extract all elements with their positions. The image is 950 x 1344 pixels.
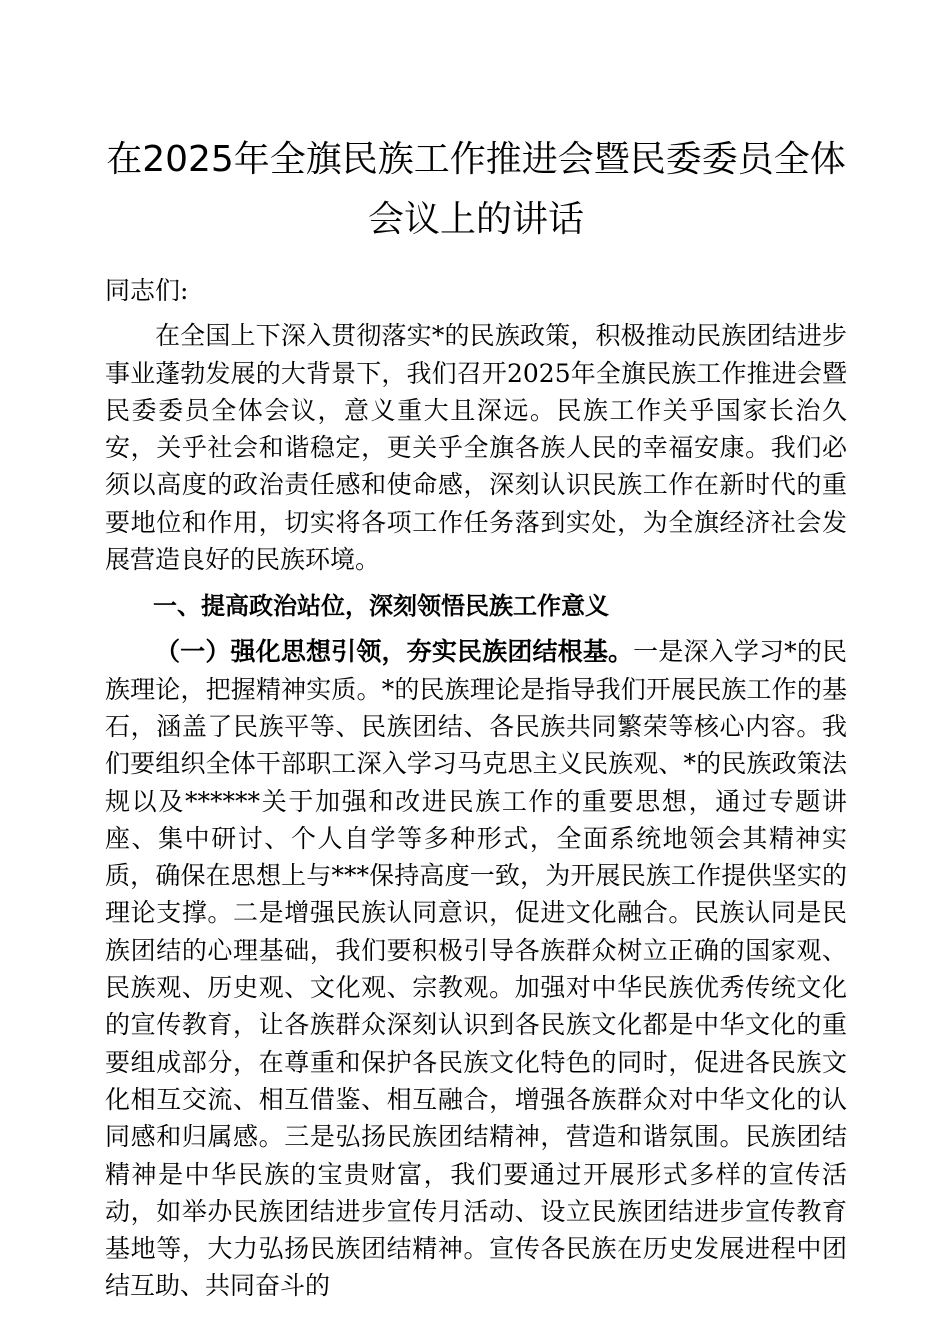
document-title [105, 130, 847, 250]
subsection-text-1: 一是深入学习*的民族理论，把握精神实质。*的民族理论是指导我们开展民族工作的基石，涵盖了民族平等、民族团结、各民族共同繁荣等核心内容。我们要组织全体干部职工深入学习马克思主义民族观、*的民族政策法规以及******关于加强和改进民族工作的重要思想，通过专题讲座、集中研讨、个人自学等多种形式，全面系统地领会其精神实质，确保在思想上与***保持高度一致，为开展民族工作提供坚实的理论支撑。二是增强民族认同意识，促进文化融合。民族认同是民族团结的心理基础，我们要积极引导各族群众树立正确的国家观、民族观、历史观、文化观、宗教观。加强对中华民族优秀传统文化的宣传教育，让各族群众深刻认识到各民族文化都是中华文化的重要组成部分，在尊重和保护各民族文化特色的同时，促进各民族文化相互交流、相互借鉴、相互融合，增强各族群众对中华文化的认同感和归属感。三是弘扬民族团结精神，营造和谐氛围。民族团结精神是中华民族的宝贵财富，我们要通过开展形式多样的宣传活动，如举办民族团结进步宣传月活动、设立民族团结进步宣传教育基地等，大力弘扬民族团结精神。宣传各民族在历史发展进程中团结互助、共同奋斗的 [105, 637, 847, 1301]
title-line-2: 会议上的讲话 [367, 199, 584, 240]
intro-paragraph: 在全国上下深入贯彻落实*的民族政策，积极推动民族团结进步事业蓬勃发展的大背景下，我们召开2025年全旗民族工作推进会暨民委委员全体会议，意义重大且深远。民族工作关乎国家长治久安，关乎社会和谐稳定，更关乎全旗各族人民的幸福安康。我们必须以高度的政治责任感和使命感，深刻认识民族工作在新时代的重要地位和作用，切实将各项工作任务落到实处，为全旗经济社会发展营造良好的民族环境。 [105, 321, 847, 575]
section-heading-1: 一、提高政治站位，深刻领悟民族工作意义 [153, 592, 609, 621]
document-page [105, 130, 847, 1305]
subsection-heading-1: （一）强化思想引领，夯实民族团结根基。 [155, 637, 634, 667]
greeting: 同志们: [105, 276, 189, 305]
title-line-1: 在2025年全旗民族工作推进会暨民委委员全体 [106, 139, 846, 180]
subsection-paragraph-1 [105, 633, 847, 1304]
